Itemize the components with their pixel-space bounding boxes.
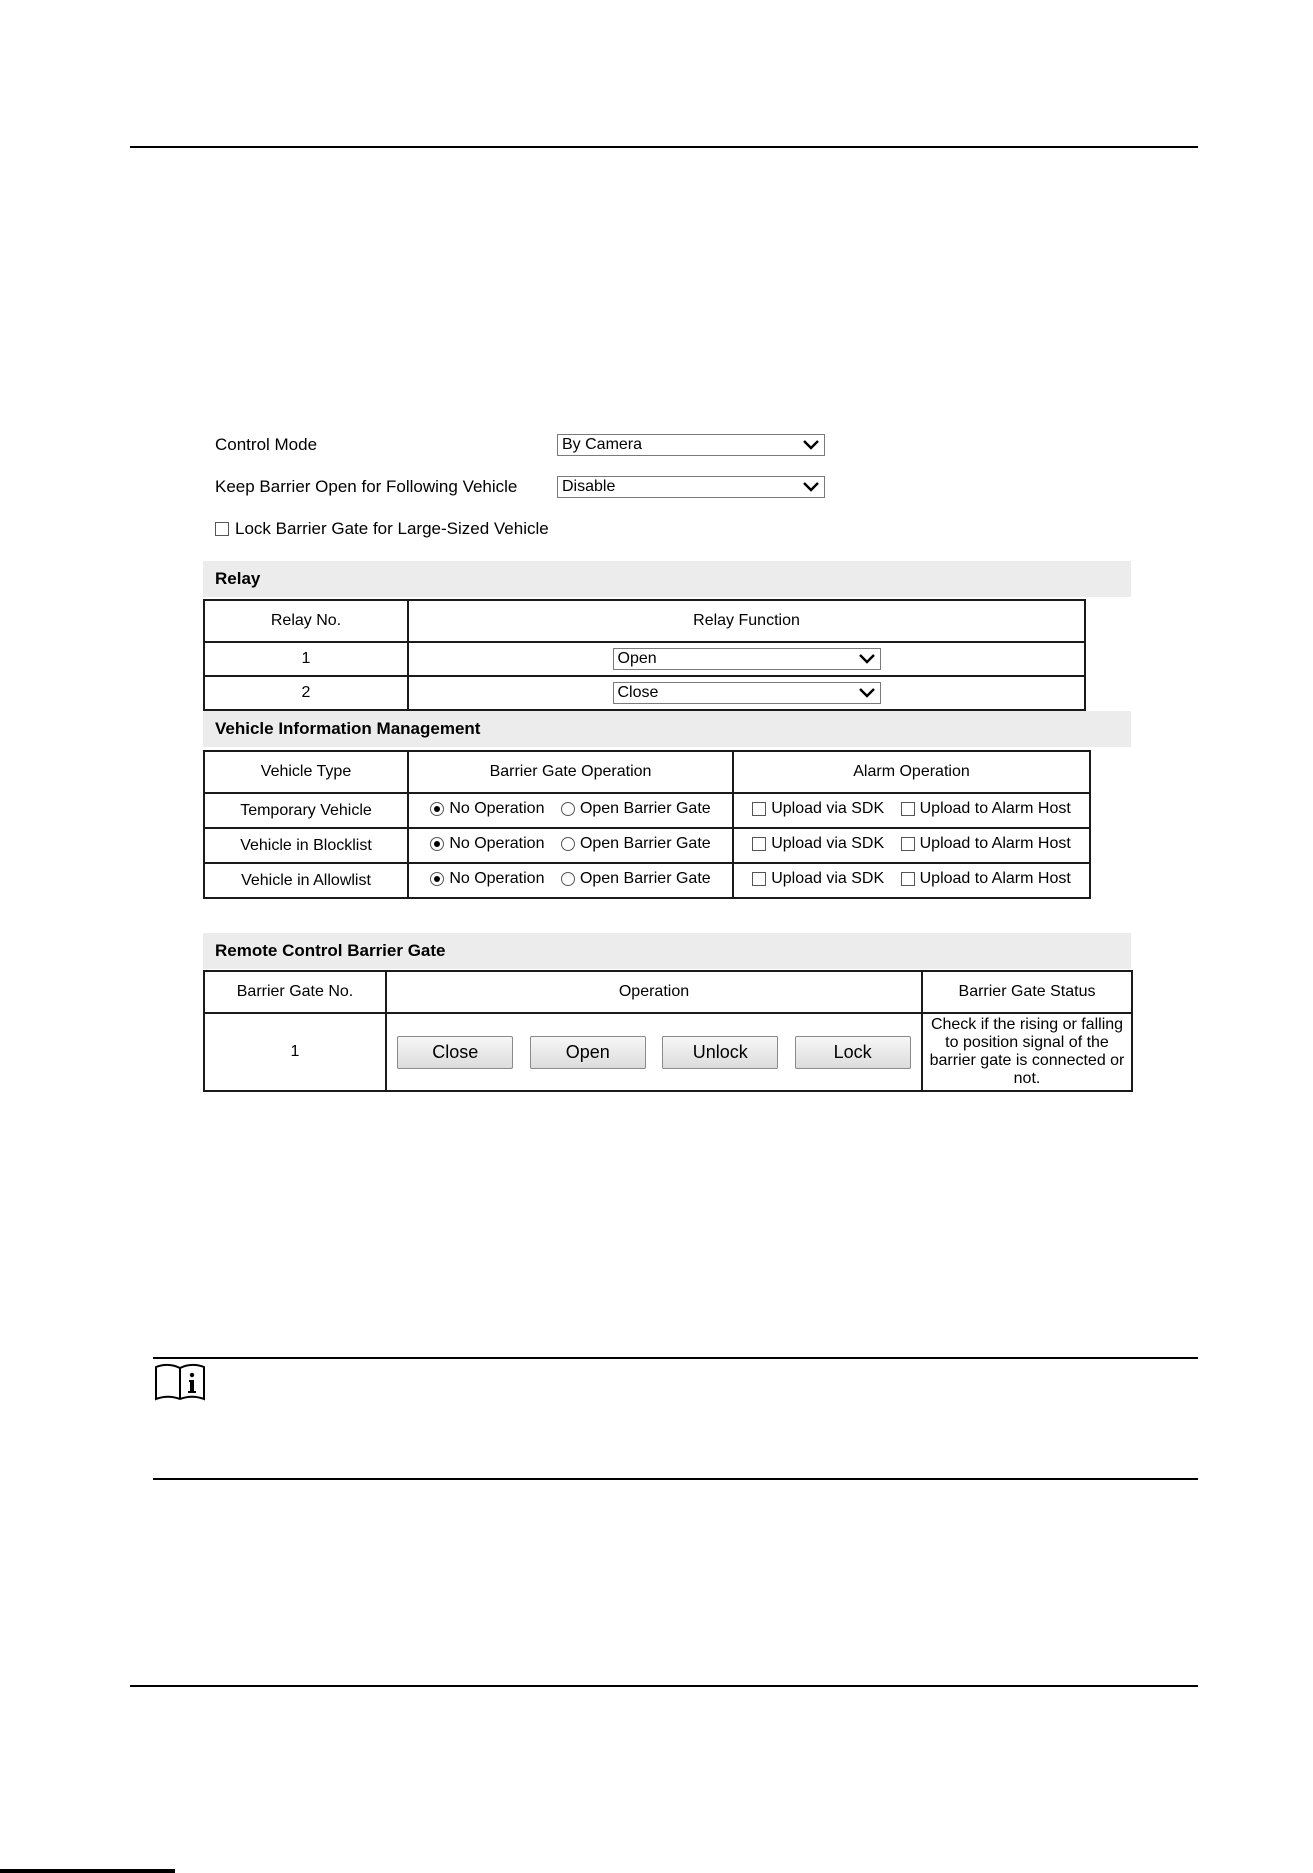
no-operation-label: No Operation: [449, 800, 545, 817]
vehicle-type-cell: Temporary Vehicle: [204, 793, 408, 828]
no-operation-radio[interactable]: [430, 837, 444, 851]
close-gate-button[interactable]: Close: [397, 1036, 513, 1069]
keep-open-value: Disable: [562, 478, 616, 495]
lock-gate-button[interactable]: Lock: [795, 1036, 911, 1069]
upload-sdk-label: Upload via SDK: [771, 800, 885, 817]
open-barrier-radio[interactable]: [561, 837, 575, 851]
footer-rule: [130, 1685, 1198, 1687]
gate-status-header: Barrier Gate Status: [922, 971, 1132, 1013]
upload-sdk-checkbox[interactable]: [752, 802, 766, 816]
table-row: [204, 793, 1090, 828]
relay-function-select[interactable]: [613, 682, 881, 704]
operation-cell: [386, 1013, 922, 1091]
upload-alarm-host-option[interactable]: [901, 870, 1071, 888]
relay-function-cell: [408, 642, 1085, 676]
upload-sdk-checkbox[interactable]: [752, 872, 766, 886]
alarm-op-cell: [733, 828, 1090, 863]
note-bottom-rule: [153, 1478, 1198, 1480]
no-operation-radio[interactable]: [430, 802, 444, 816]
remote-control-section-title: Remote Control Barrier Gate: [215, 941, 446, 960]
gate-status-text: Check if the rising or falling to position signal of the barrier gate is connected or not.: [929, 1016, 1125, 1087]
table-row: [204, 676, 1085, 710]
keep-open-label: Keep Barrier Open for Following Vehicle: [215, 477, 518, 496]
relay-function-value: Close: [617, 684, 659, 701]
note-top-rule: [153, 1357, 1198, 1359]
barrier-op-cell: [408, 828, 733, 863]
lock-large-row: [215, 517, 549, 541]
gate-status-cell: [922, 1013, 1132, 1091]
chevron-down-icon: [802, 481, 820, 493]
relay-table: [203, 599, 1086, 711]
operation-header: Operation: [386, 971, 922, 1013]
relay-no-cell: 1: [204, 642, 408, 676]
vehicle-header-row: [204, 751, 1090, 793]
open-barrier-label: Open Barrier Gate: [579, 870, 711, 887]
vehicle-mgmt-section-title: Vehicle Information Management: [215, 719, 481, 738]
upload-sdk-label: Upload via SDK: [771, 870, 885, 887]
keep-open-row: [203, 475, 1131, 499]
remote-header-row: [204, 971, 1132, 1013]
table-row: [204, 642, 1085, 676]
lock-large-checkbox[interactable]: [215, 522, 229, 536]
open-barrier-label: Open Barrier Gate: [579, 835, 711, 852]
upload-alarm-host-checkbox[interactable]: [901, 872, 915, 886]
table-row: [204, 863, 1090, 898]
no-operation-option[interactable]: [430, 870, 544, 888]
vehicle-type-cell: Vehicle in Blocklist: [204, 828, 408, 863]
info-book-icon: [154, 1363, 206, 1401]
upload-sdk-checkbox[interactable]: [752, 837, 766, 851]
upload-sdk-option[interactable]: [752, 870, 884, 888]
control-mode-row: [203, 433, 1131, 457]
table-row: [204, 1013, 1132, 1091]
upload-alarm-host-option[interactable]: [901, 800, 1071, 818]
alarm-op-header: Alarm Operation: [733, 751, 1090, 793]
alarm-op-cell: [733, 793, 1090, 828]
gate-no-cell: 1: [204, 1013, 386, 1091]
relay-section-title: Relay: [215, 569, 261, 588]
alarm-op-cell: [733, 863, 1090, 898]
upload-alarm-host-label: Upload to Alarm Host: [919, 870, 1071, 887]
keep-open-select[interactable]: [557, 476, 825, 498]
relay-function-value: Open: [617, 650, 657, 667]
no-operation-option[interactable]: [430, 800, 544, 818]
barrier-op-header: Barrier Gate Operation: [408, 751, 733, 793]
no-operation-radio[interactable]: [430, 872, 444, 886]
chevron-down-icon: [802, 439, 820, 451]
open-barrier-radio[interactable]: [561, 802, 575, 816]
lock-large-label: Lock Barrier Gate for Large-Sized Vehicle: [235, 519, 549, 538]
control-mode-value: By Camera: [562, 436, 643, 453]
relay-function-select[interactable]: [613, 648, 881, 670]
chevron-down-icon: [858, 653, 876, 665]
header-rule: [130, 146, 1198, 148]
no-operation-label: No Operation: [449, 835, 545, 852]
relay-no-header: Relay No.: [204, 600, 408, 642]
upload-alarm-host-checkbox[interactable]: [901, 837, 915, 851]
upload-alarm-host-label: Upload to Alarm Host: [919, 835, 1071, 852]
page-edge-mark: [0, 1869, 175, 1873]
relay-function-cell: [408, 676, 1085, 710]
control-mode-label: Control Mode: [215, 435, 318, 454]
upload-sdk-option[interactable]: [752, 800, 884, 818]
open-barrier-option[interactable]: [561, 800, 711, 818]
remote-control-section-header: [203, 933, 1131, 969]
open-barrier-radio[interactable]: [561, 872, 575, 886]
vehicle-type-cell: Vehicle in Allowlist: [204, 863, 408, 898]
vehicle-mgmt-section-header: [203, 711, 1131, 747]
chevron-down-icon: [858, 687, 876, 699]
table-row: [204, 828, 1090, 863]
control-mode-select[interactable]: [557, 434, 825, 456]
no-operation-label: No Operation: [449, 870, 545, 887]
open-barrier-label: Open Barrier Gate: [579, 800, 711, 817]
gate-no-header: Barrier Gate No.: [204, 971, 386, 1013]
no-operation-option[interactable]: [430, 835, 544, 853]
upload-alarm-host-label: Upload to Alarm Host: [919, 800, 1071, 817]
relay-section-header: [203, 561, 1131, 597]
unlock-gate-button[interactable]: Unlock: [662, 1036, 778, 1069]
upload-alarm-host-option[interactable]: [901, 835, 1071, 853]
open-barrier-option[interactable]: [561, 835, 711, 853]
relay-header-row: [204, 600, 1085, 642]
vehicle-mgmt-table: [203, 750, 1091, 899]
upload-alarm-host-checkbox[interactable]: [901, 802, 915, 816]
remote-control-table: [203, 970, 1133, 1092]
barrier-op-cell: [408, 793, 733, 828]
upload-sdk-option[interactable]: [752, 835, 884, 853]
open-barrier-option[interactable]: [561, 870, 711, 888]
upload-sdk-label: Upload via SDK: [771, 835, 885, 852]
barrier-op-cell: [408, 863, 733, 898]
relay-function-header: Relay Function: [408, 600, 1085, 642]
vehicle-type-header: Vehicle Type: [204, 751, 408, 793]
open-gate-button[interactable]: Open: [530, 1036, 646, 1069]
relay-no-cell: 2: [204, 676, 408, 710]
